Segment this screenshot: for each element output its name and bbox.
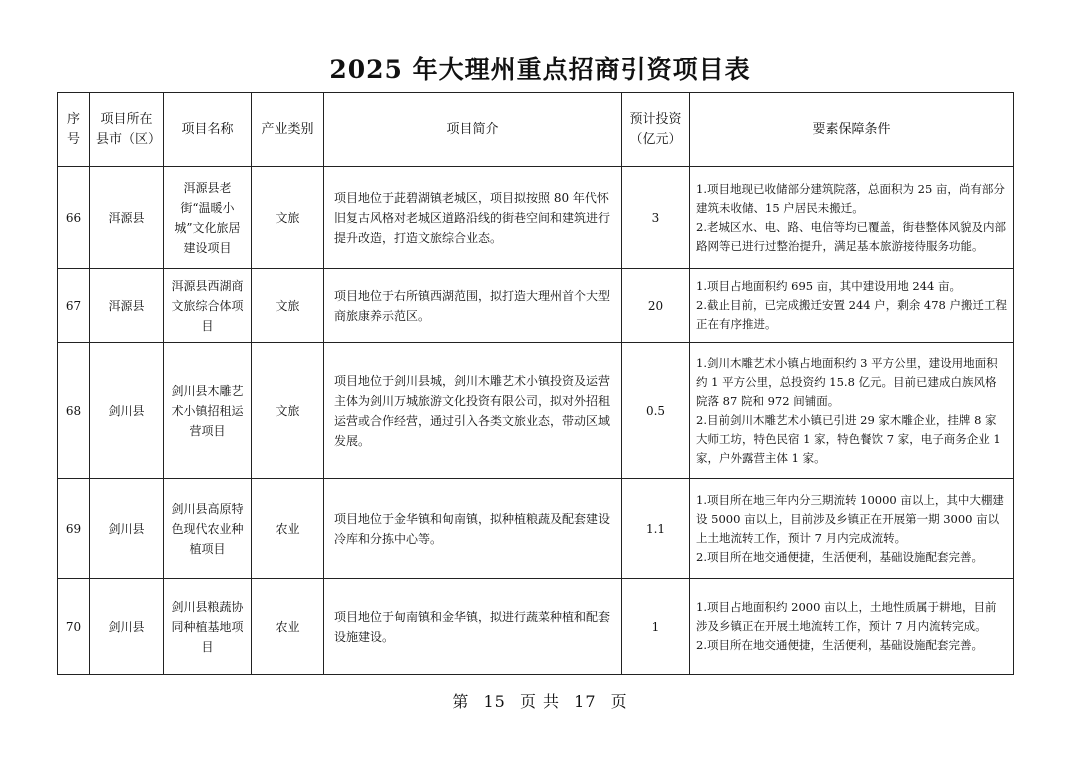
cell-investment: 1: [622, 579, 690, 675]
page-suffix: 页: [610, 692, 628, 711]
table-row: [58, 269, 1014, 343]
table-row: [58, 479, 1014, 579]
cell-investment: 3: [622, 167, 690, 269]
cell-investment: 20: [622, 269, 690, 343]
cell-seq: 68: [58, 343, 90, 479]
header-investment: 预计投资（亿元）: [622, 93, 690, 167]
page-prefix: 第: [452, 692, 470, 711]
header-row: [58, 93, 1014, 167]
cell-intro: 项目地位于金华镇和甸南镇，拟种植粮蔬及配套建设冷库和分拣中心等。: [324, 479, 622, 579]
page-footer: [0, 689, 1080, 712]
cell-category: 文旅: [252, 269, 324, 343]
table-row: [58, 343, 1014, 479]
page-title: 2025 年大理州重点招商引资项目表: [329, 55, 751, 84]
project-table: [57, 92, 1014, 675]
header-county: 项目所在县市（区）: [90, 93, 164, 167]
header-name: 项目名称: [164, 93, 252, 167]
condition-item: 1.项目所在地三年内分三期流转 10000 亩以上，其中大棚建设 5000 亩以上，目前涉及乡镇正在开展第一期 3000 亩以上土地流转工作，预计 7 月内完成流转。: [696, 492, 1004, 545]
table-row: [58, 167, 1014, 269]
condition-item: 2.项目所在地交通便捷，生活便利，基础设施配套完善。: [696, 638, 983, 652]
cell-conditions: [690, 479, 1014, 579]
cell-county: 洱源县: [90, 269, 164, 343]
cell-name: 洱源县老街“温暖小城”文化旅居建设项目: [164, 167, 252, 269]
condition-item: 1.项目占地面积约 2000 亩以上，土地性质属于耕地，目前涉及乡镇正在开展土地流转工作，预计 7 月内流转完成。: [696, 600, 997, 633]
cell-conditions: [690, 579, 1014, 675]
cell-county: 洱源县: [90, 167, 164, 269]
page-total: 17: [574, 692, 597, 711]
cell-name: 洱源县西湖商文旅综合体项目: [164, 269, 252, 343]
cell-county: 剑川县: [90, 579, 164, 675]
cell-name: 剑川县粮蔬协同种植基地项目: [164, 579, 252, 675]
cell-intro: 项目地位于右所镇西湖范围，拟打造大理州首个大型商旅康养示范区。: [324, 269, 622, 343]
cell-county: 剑川县: [90, 343, 164, 479]
cell-intro: 项目地位于甸南镇和金华镇，拟进行蔬菜种植和配套设施建设。: [324, 579, 622, 675]
cell-seq: 69: [58, 479, 90, 579]
cell-category: 农业: [252, 579, 324, 675]
table-row: [58, 579, 1014, 675]
condition-item: 1.项目占地面积约 695 亩，其中建设用地 244 亩。: [696, 279, 961, 293]
cell-category: 文旅: [252, 167, 324, 269]
cell-investment: 1.1: [622, 479, 690, 579]
cell-category: 文旅: [252, 343, 324, 479]
cell-seq: 70: [58, 579, 90, 675]
cell-seq: 66: [58, 167, 90, 269]
cell-category: 农业: [252, 479, 324, 579]
condition-item: 1.剑川木雕艺术小镇占地面积约 3 平方公里，建设用地面积约 1 平方公里，总投资约 15.8 亿元。目前已建成白族风格院落 87 院和 972 间铺面。: [696, 355, 998, 408]
cell-conditions: [690, 167, 1014, 269]
condition-item: 2.老城区水、电、路、电信等均已覆盖，街巷整体风貌及内部路网等已进行过整治提升，满足基本旅游接待服务功能。: [696, 219, 1006, 253]
page-mid: 页 共: [519, 692, 561, 711]
header-seq: 序号: [58, 93, 90, 167]
header-category: 产业类别: [252, 93, 324, 167]
cell-name: 剑川县木雕艺术小镇招租运营项目: [164, 343, 252, 479]
cell-conditions: [690, 343, 1014, 479]
page-current: 15: [483, 692, 506, 711]
cell-investment: 0.5: [622, 343, 690, 479]
condition-item: 2.截止目前，已完成搬迁安置 244 户，剩余 478 户搬迁工程正在有序推进。: [696, 298, 1007, 331]
cell-county: 剑川县: [90, 479, 164, 579]
cell-conditions: [690, 269, 1014, 343]
condition-item: 2.目前剑川木雕艺术小镇已引进 29 家木雕企业，挂牌 8 家大师工坊，特色民宿 1 家，特色餐饮 7 家，电子商务企业 1 家，户外露营主体 1 家。: [696, 412, 1001, 465]
cell-name: 剑川县高原特色现代农业种植项目: [164, 479, 252, 579]
cell-intro: 项目地位于剑川县城，剑川木雕艺术小镇投资及运营主体为剑川万城旅游文化投资有限公司，拟对外招租运营或合作经营，通过引入各类文旅业态，带动区域发展。: [324, 343, 622, 479]
cell-seq: 67: [58, 269, 90, 343]
header-conditions: 要素保障条件: [690, 93, 1014, 167]
condition-item: 2.项目所在地交通便捷，生活便利，基础设施配套完善。: [696, 549, 983, 564]
cell-intro: 项目地位于茈碧湖镇老城区，项目拟按照 80 年代怀旧复古风格对老城区道路沿线的街巷空间和建筑进行提升改造，打造文旅综合业态。: [324, 167, 622, 269]
condition-item: 1.项目地现已收储部分建筑院落，总面积为 25 亩，尚有部分建筑未收储、15 户居民未搬迁。: [696, 181, 1005, 215]
header-intro: 项目简介: [324, 93, 622, 167]
